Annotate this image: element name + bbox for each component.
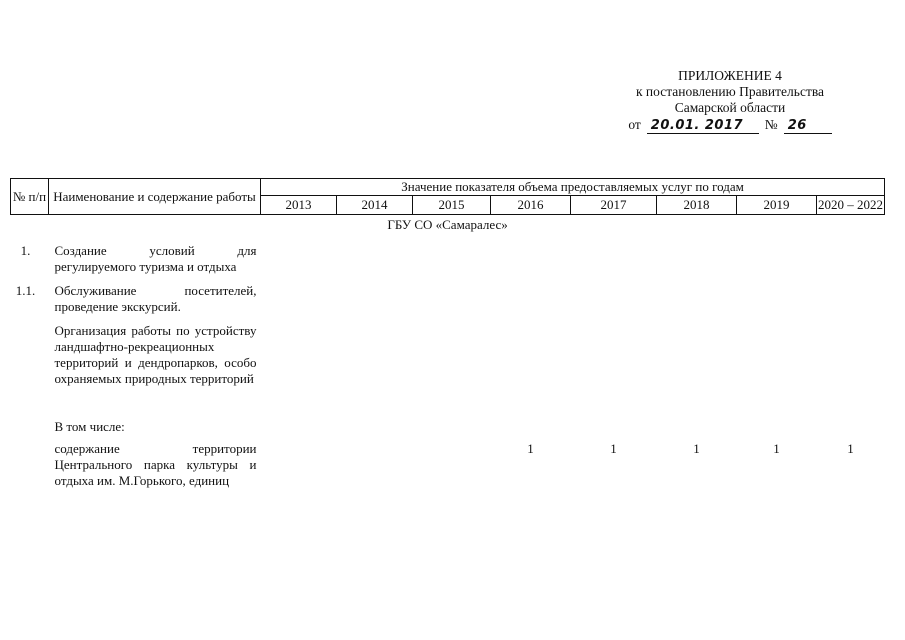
appendix-date-number	[600, 117, 860, 134]
year-header: 2020 – 2022	[817, 196, 885, 215]
row-value	[261, 441, 337, 511]
row-number: 1.1.	[15, 283, 36, 298]
row-value	[337, 441, 413, 511]
organization-row	[11, 215, 885, 238]
appendix-region-line: Самарской области	[674, 100, 786, 115]
year-header: 2014	[337, 196, 413, 215]
year-header: 2018	[657, 196, 737, 215]
row-number	[11, 441, 49, 511]
row-value: 1	[773, 441, 780, 456]
handwritten-date: 20.01. 2017	[647, 118, 759, 134]
number-label: №	[764, 117, 778, 132]
organization-name: ГБУ СО «Самаралес»	[387, 217, 508, 232]
col-no-header: № п/п	[11, 179, 49, 215]
row-number: 1.	[20, 243, 31, 258]
table-header-row-1	[11, 179, 885, 196]
appendix-title: ПРИЛОЖЕНИЕ 4	[678, 68, 782, 83]
row-name: В том числе:	[54, 419, 125, 434]
col-name-header: Наименование и содержание работы	[49, 179, 261, 215]
row-value: 1	[610, 441, 617, 456]
col-values-header: Значение показателя объема предоставляемых услуг по годам	[261, 179, 885, 196]
table-row	[11, 323, 885, 419]
table-row	[11, 419, 885, 441]
table-row	[11, 441, 885, 511]
row-value	[413, 441, 491, 511]
row-value: 1	[693, 441, 700, 456]
row-name: Организация работы по устройству ландшафтно-рекреационных территорий и дендропарков, особо охраняемых природных территорий	[54, 323, 257, 386]
from-label: от	[628, 117, 641, 132]
year-header: 2015	[413, 196, 491, 215]
table-row	[11, 237, 885, 283]
table-row	[11, 283, 885, 323]
row-name: Создание условий для регулируемого туризма и отдыха	[54, 243, 257, 274]
row-name: содержание территории Центрального парка культуры и отдыха им. М.Горького, единиц	[54, 441, 257, 488]
row-name: Обслуживание посетителей, проведение экскурсий.	[54, 283, 257, 314]
appendix-resolution-line: к постановлению Правительства	[635, 84, 825, 99]
row-number	[11, 323, 49, 419]
row-value: 1	[527, 441, 534, 456]
year-header: 2016	[491, 196, 571, 215]
row-value: 1	[847, 441, 854, 456]
appendix-header	[600, 68, 860, 134]
year-header: 2013	[261, 196, 337, 215]
year-header: 2017	[571, 196, 657, 215]
services-volume-table	[10, 178, 885, 511]
handwritten-number: 26	[784, 118, 832, 134]
row-number	[11, 419, 49, 441]
year-header: 2019	[737, 196, 817, 215]
